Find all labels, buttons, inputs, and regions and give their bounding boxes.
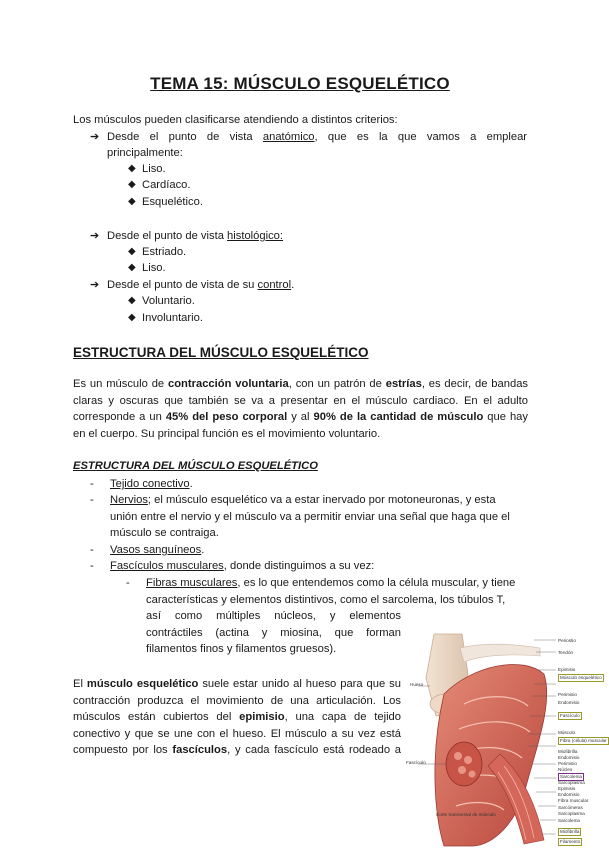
list-item: - Nervios; el músculo esquelético va a estar inervado por motoneuronas, y esta unión entre el nervio y el músculo va a permitir enviar una señal que haga que el músculo se contraiga. <box>90 494 510 539</box>
figure-label: Miofibrilla <box>560 829 580 834</box>
figure-label: Núcleo <box>558 767 573 772</box>
list-item: ◆ Voluntario. <box>128 293 195 310</box>
figure-label: Periostio <box>558 638 576 643</box>
figure-label: Epimisio <box>558 667 576 672</box>
criterion-histologico: ➔ Desde el punto de vista histológico: <box>90 228 283 245</box>
diamond-icon: ◆ <box>128 163 136 174</box>
figure-label: Epimisio <box>558 786 576 791</box>
list-item: - Vasos sanguíneos. <box>90 544 205 556</box>
section-paragraph: Es un músculo de contracción voluntaria, con un patrón de estrías, es decir, de bandas claras y oscuras que también se va a presentar en el músculo cardiaco. En el adulto corresponde a un 45% del peso corporal y al 90% de la cantidad de músculo que hay en el cuerpo. Su principal función es el movimiento voluntario. <box>73 378 529 440</box>
list-item: ◆ Liso. <box>128 260 166 277</box>
figure-label: Filamento <box>560 839 581 844</box>
figure-label: Sarcoplasma <box>558 780 585 785</box>
arrow-icon: ➔ <box>90 230 100 242</box>
figure-label: Fascículo <box>406 760 426 765</box>
diamond-icon: ◆ <box>128 312 136 323</box>
diamond-icon: ◆ <box>128 246 136 257</box>
arrow-icon: ➔ <box>90 279 100 291</box>
diamond-icon: ◆ <box>128 262 136 273</box>
section-heading: ESTRUCTURA DEL MÚSCULO ESQUELÉTICO <box>73 345 369 360</box>
figure-label: Sarcolema <box>560 774 582 779</box>
figure-label: Hueso <box>410 682 424 687</box>
figure-label: Fibra muscular <box>558 798 589 803</box>
page-title: TEMA 15: MÚSCULO ESQUELÉTICO <box>150 74 450 93</box>
arrow-icon: ➔ <box>90 131 100 143</box>
criterion-control: ➔ Desde el punto de vista de su control. <box>90 277 294 294</box>
figure-label: Músculo <box>558 730 576 735</box>
criterion-key: anatómico <box>262 131 315 143</box>
figure-label: Sarcoplasma <box>558 811 585 816</box>
intro-text: Los músculos pueden clasificarse atendiendo a distintos criterios: <box>73 114 398 126</box>
figure-label: Tendón <box>558 650 574 655</box>
figure-label: Perimisio <box>558 761 577 766</box>
criterion-key: control <box>257 279 292 291</box>
figure-label: Fascículo <box>560 713 580 718</box>
figure-label: Sarcómeras <box>558 805 583 810</box>
subsection-heading: ESTRUCTURA DEL MÚSCULO ESQUELÉTICO <box>73 460 318 472</box>
diamond-icon: ◆ <box>128 196 136 207</box>
figure-label: Endomisio <box>558 755 580 760</box>
figure-label: Sarcolema <box>558 818 580 823</box>
sub-list-item: - Fibras musculares, es lo que entendemos como la célula muscular, y tiene características y elementos distintivos, como el sarcolema, los túbulos T, así como múltiples núcleos, y elementos contráctiles (actina y miosina, que forman filamentos finos y filamentos gruesos). <box>126 577 516 655</box>
list-item: ◆ Liso. <box>128 161 166 178</box>
figure-label: Endomisio <box>558 792 580 797</box>
list-item: ◆ Involuntario. <box>128 310 203 327</box>
criterion-anatomico-cont: principalmente: <box>107 147 183 159</box>
figure-label: Músculo esquelético <box>560 675 602 680</box>
body-paragraph: El músculo esquelético suele estar unido al hueso para que su contracción produzca el movimiento de una articulación. Los músculos están cubiertos del epimisio, una capa de tejido conectivo y que se une con el hueso. El músculo a su vez está compuesto por los fascículos, y cada fascículo está rodeado a <box>73 678 401 756</box>
figure-label: Miofibrilla <box>558 749 578 754</box>
list-item: - Tejido conectivo. <box>90 478 193 490</box>
diamond-icon: ◆ <box>128 295 136 306</box>
figure-label: Corte transversal de músculo <box>436 812 496 817</box>
figure-label: Fibra (célula) muscular <box>560 738 607 743</box>
figure-label: Endomisio <box>558 700 580 705</box>
criterion-anatomico: ➔ Desde el punto de vista anatómico, que es la que vamos a emplear <box>90 129 527 146</box>
list-item: - Fascículos musculares, donde distinguimos a su vez: <box>90 560 375 572</box>
list-item: ◆ Esquelético. <box>128 194 203 211</box>
figure-label: Perimisio <box>558 692 577 697</box>
diamond-icon: ◆ <box>128 179 136 190</box>
muscle-anatomy-figure <box>404 634 607 846</box>
list-item: ◆ Estriado. <box>128 244 186 261</box>
criterion-key: histológico: <box>227 230 284 242</box>
list-item: ◆ Cardíaco. <box>128 177 191 194</box>
